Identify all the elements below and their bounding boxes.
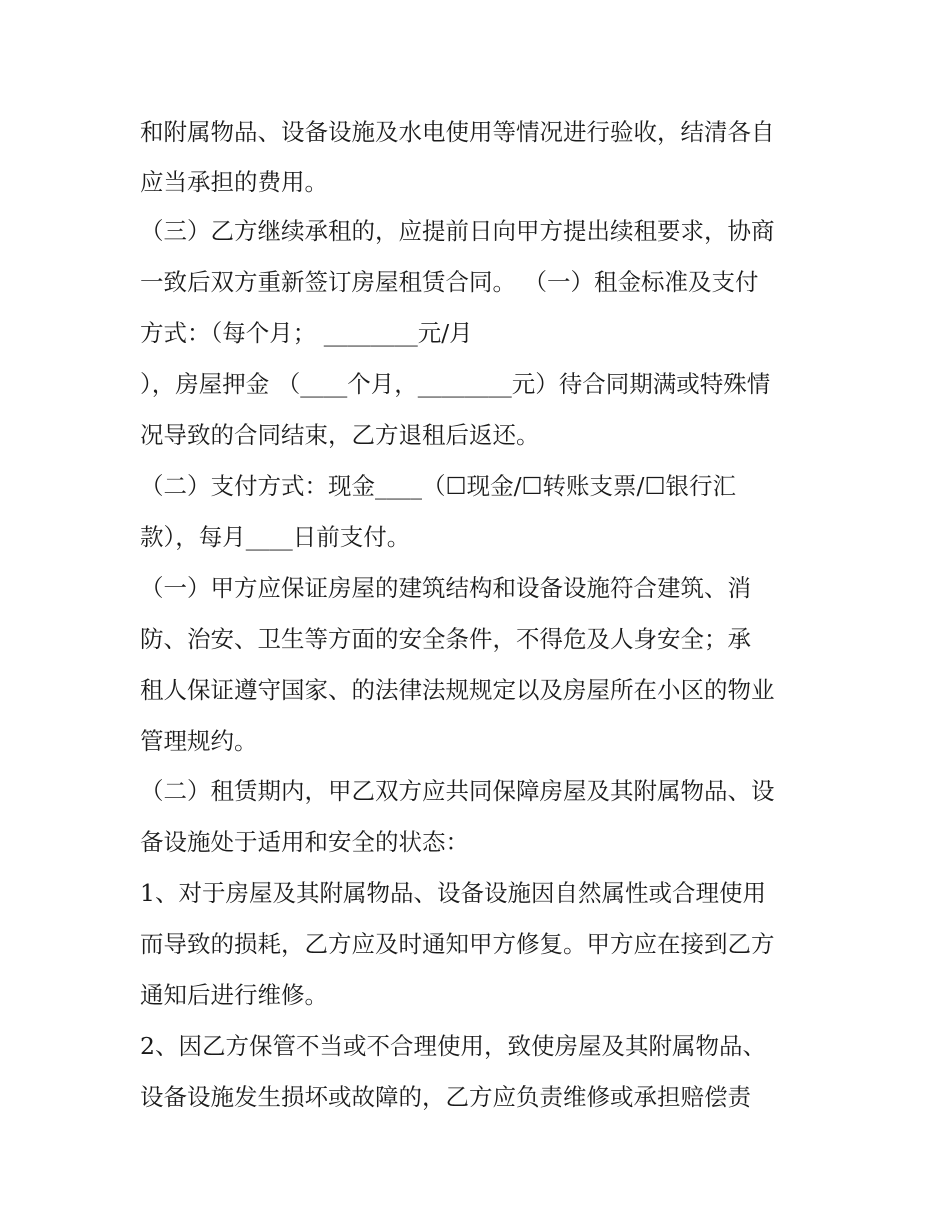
text-line-3: （三）乙方继续承租的，应提前日向甲方提出续租要求，协商 (140, 217, 775, 245)
text-line-4: 一致后双方重新签订房屋租赁合同。 （一）租金标准及支付 (140, 268, 759, 296)
text-line-9: 款），每月____日前支付。 (140, 523, 411, 551)
text-line-7: 况导致的合同结束，乙方退租后返还。 (140, 421, 540, 449)
text-line-10: （一）甲方应保证房屋的建筑结构和设备设施符合建筑、消 (140, 574, 751, 602)
text-line-6: ），房屋押金 （____个月，________元）待合同期满或特殊情 (140, 370, 771, 398)
text-line-15: 备设施处于适用和安全的状态： (140, 828, 469, 856)
text-line-5: 方式：（每个月； ________元/月 (140, 319, 473, 347)
text-line-1: 和附属物品、设备设施及水电使用等情况进行验收，结清各自 (140, 118, 775, 146)
text-line-16: 1、对于房屋及其附属物品、设备设施因自然属性或合理使用 (140, 879, 766, 907)
text-line-13: 管理规约。 (140, 727, 258, 755)
text-line-14: （二）租赁期内，甲乙双方应共同保障房屋及其附属物品、设 (140, 777, 775, 805)
text-line-20: 设备设施发生损坏或故障的，乙方应负责维修或承担赔偿责 (140, 1083, 751, 1111)
text-line-2: 应当承担的费用。 (140, 168, 328, 196)
text-line-19: 2、因乙方保管不当或不合理使用，致使房屋及其附属物品、 (140, 1032, 766, 1060)
text-line-11: 防、治安、卫生等方面的安全条件，不得危及人身安全；承 (140, 625, 751, 653)
text-line-8: （二）支付方式：现金____（☐现金/☐转账支票/☐银行汇 (140, 472, 737, 500)
text-line-17: 而导致的损耗，乙方应及时通知甲方修复。甲方应在接到乙方 (140, 930, 775, 958)
text-line-12: 租人保证遵守国家、的法律法规规定以及房屋所在小区的物业 (140, 676, 775, 704)
text-line-18: 通知后进行维修。 (140, 981, 328, 1009)
